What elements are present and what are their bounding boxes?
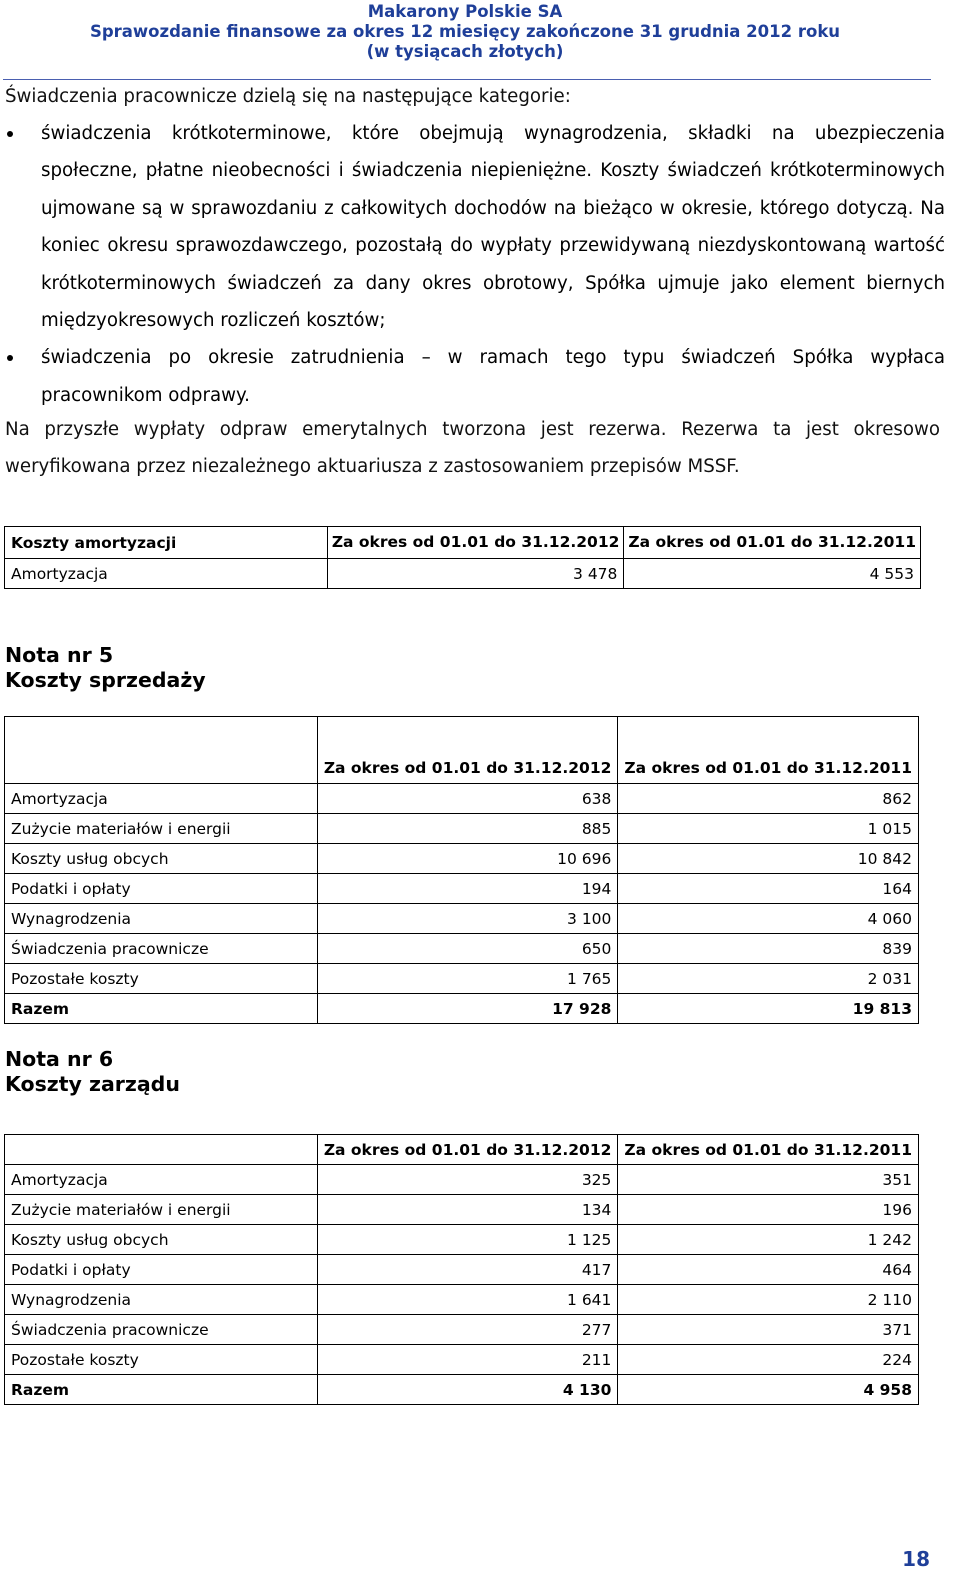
value-2011: 19 813 xyxy=(618,994,919,1024)
row-label: Pozostałe koszty xyxy=(5,964,318,994)
header-empty-cell xyxy=(5,717,318,784)
value-2012: 1 641 xyxy=(317,1285,618,1315)
list-item-text: świadczenia krótkoterminowe, które obejmują wynagrodzenia, składki na ubezpieczenia społeczne, płatne nieobecności i świadczenia niepieniężne. Koszty świadczeń krótkoterminowych ujmowane są w sprawozdaniu z całkowitych dochodów na bieżąco w okresie, którego dotyczą. Na koniec okresu sprawozdawczego, pozostałą do wypłaty przewidywaną niezdyskontowaną wartość krótkoterminowych świadczeń za dany okres obrotowy, Spółka ujmuje jako element biernych międzyokresowych rozliczeń kosztów; xyxy=(41,123,945,332)
value-2011: 196 xyxy=(618,1195,919,1225)
table-row xyxy=(5,1285,919,1315)
value-2011: 10 842 xyxy=(618,844,919,874)
row-label: Razem xyxy=(5,1375,318,1405)
selling-costs-rows xyxy=(5,784,919,1024)
row-label: Wynagrodzenia xyxy=(5,1285,318,1315)
note5-title: Koszty sprzedaży xyxy=(5,668,206,692)
table-title: Koszty amortyzacji xyxy=(5,527,328,559)
value-2012: 4 130 xyxy=(317,1375,618,1405)
value-2012: 134 xyxy=(317,1195,618,1225)
report-title: Sprawozdanie finansowe za okres 12 miesięcy zakończone 31 grudnia 2012 roku xyxy=(89,22,841,41)
table-total-row xyxy=(5,1375,919,1405)
value-2012: 194 xyxy=(317,874,618,904)
reserve-text: Na przyszłe wypłaty odpraw emerytalnych tworzona jest rezerwa. Rezerwa ta jest okresowo weryfikowana przez niezależnego aktuariusza z zastosowaniem przepisów MSSF. xyxy=(5,419,940,478)
table-header-row xyxy=(5,717,919,784)
row-label: Amortyzacja xyxy=(5,559,328,589)
row-label: Koszty usług obcych xyxy=(5,1225,318,1255)
table-row xyxy=(5,934,919,964)
note6-title: Koszty zarządu xyxy=(5,1072,180,1096)
table-row xyxy=(5,814,919,844)
value-2012: 638 xyxy=(317,784,618,814)
table-row xyxy=(5,1315,919,1345)
value-2012: 277 xyxy=(317,1315,618,1345)
row-label: Podatki i opłaty xyxy=(5,874,318,904)
table-row xyxy=(5,1225,919,1255)
column-header-2011: Za okres od 01.01 do 31.12.2011 xyxy=(618,717,919,784)
value-2011: 1 242 xyxy=(618,1225,919,1255)
note6-number: Nota nr 6 xyxy=(5,1047,114,1071)
column-header-2012: Za okres od 01.01 do 31.12.2012 xyxy=(317,717,618,784)
column-header-2011: Za okres od 01.01 do 31.12.2011 xyxy=(624,527,921,559)
value-2011: 2 031 xyxy=(618,964,919,994)
value-2011: 164 xyxy=(618,874,919,904)
intro-paragraph xyxy=(5,78,940,115)
table-row xyxy=(5,844,919,874)
table-row xyxy=(5,1345,919,1375)
list-item xyxy=(0,115,945,339)
page-header xyxy=(0,2,930,62)
list-item-text: świadczenia po okresie zatrudnienia – w ramach tego typu świadczeń Spółka wypłaca pracownikom odprawy. xyxy=(41,347,945,406)
value-2012: 417 xyxy=(317,1255,618,1285)
table-row xyxy=(5,1165,919,1195)
row-label: Wynagrodzenia xyxy=(5,904,318,934)
value-2012: 211 xyxy=(317,1345,618,1375)
table-row xyxy=(5,559,921,589)
company-name: Makarony Polskie SA xyxy=(367,2,563,21)
row-label: Amortyzacja xyxy=(5,784,318,814)
value-2011: 4 553 xyxy=(624,559,921,589)
value-2011: 4 060 xyxy=(618,904,919,934)
value-2011: 224 xyxy=(618,1345,919,1375)
value-2011: 839 xyxy=(618,934,919,964)
header-empty-cell xyxy=(5,1135,318,1165)
table-header-row xyxy=(5,1135,919,1165)
value-2012: 885 xyxy=(317,814,618,844)
value-2012: 1 765 xyxy=(317,964,618,994)
table-row xyxy=(5,874,919,904)
value-2011: 371 xyxy=(618,1315,919,1345)
admin-costs-rows xyxy=(5,1165,919,1405)
value-2012: 3 100 xyxy=(317,904,618,934)
page-number: 18 xyxy=(902,1547,930,1571)
table-row xyxy=(5,1195,919,1225)
reserve-paragraph xyxy=(5,411,940,486)
value-2011: 464 xyxy=(618,1255,919,1285)
value-2011: 351 xyxy=(618,1165,919,1195)
value-2012: 1 125 xyxy=(317,1225,618,1255)
row-label: Świadczenia pracownicze xyxy=(5,1315,318,1345)
value-2011: 4 958 xyxy=(618,1375,919,1405)
value-2012: 10 696 xyxy=(317,844,618,874)
column-header-2011: Za okres od 01.01 do 31.12.2011 xyxy=(618,1135,919,1165)
benefit-categories-list xyxy=(0,115,945,414)
table-row xyxy=(5,964,919,994)
note6-heading xyxy=(5,1047,180,1097)
row-label: Świadczenia pracownicze xyxy=(5,934,318,964)
selling-costs-table xyxy=(4,716,919,1024)
row-label: Amortyzacja xyxy=(5,1165,318,1195)
table-header-row xyxy=(5,527,921,559)
note5-number: Nota nr 5 xyxy=(5,643,114,667)
row-label: Podatki i opłaty xyxy=(5,1255,318,1285)
value-2012: 3 478 xyxy=(327,559,624,589)
column-header-2012: Za okres od 01.01 do 31.12.2012 xyxy=(327,527,624,559)
row-label: Zużycie materiałów i energii xyxy=(5,814,318,844)
amortization-table xyxy=(4,526,921,589)
value-2012: 17 928 xyxy=(317,994,618,1024)
table-row xyxy=(5,784,919,814)
bullet-icon xyxy=(7,355,13,361)
row-label: Koszty usług obcych xyxy=(5,844,318,874)
value-2012: 650 xyxy=(317,934,618,964)
list-item xyxy=(0,339,945,414)
table-row xyxy=(5,904,919,934)
table-row xyxy=(5,1255,919,1285)
row-label: Pozostałe koszty xyxy=(5,1345,318,1375)
note5-heading xyxy=(5,643,206,693)
column-header-2012: Za okres od 01.01 do 31.12.2012 xyxy=(317,1135,618,1165)
value-2012: 325 xyxy=(317,1165,618,1195)
row-label: Razem xyxy=(5,994,318,1024)
table-total-row xyxy=(5,994,919,1024)
row-label: Zużycie materiałów i energii xyxy=(5,1195,318,1225)
value-2011: 1 015 xyxy=(618,814,919,844)
value-2011: 2 110 xyxy=(618,1285,919,1315)
admin-costs-table xyxy=(4,1134,919,1405)
intro-text: Świadczenia pracownicze dzielą się na następujące kategorie: xyxy=(5,86,571,107)
units-note: (w tysiącach złotych) xyxy=(366,42,564,61)
value-2011: 862 xyxy=(618,784,919,814)
bullet-icon xyxy=(7,131,13,137)
